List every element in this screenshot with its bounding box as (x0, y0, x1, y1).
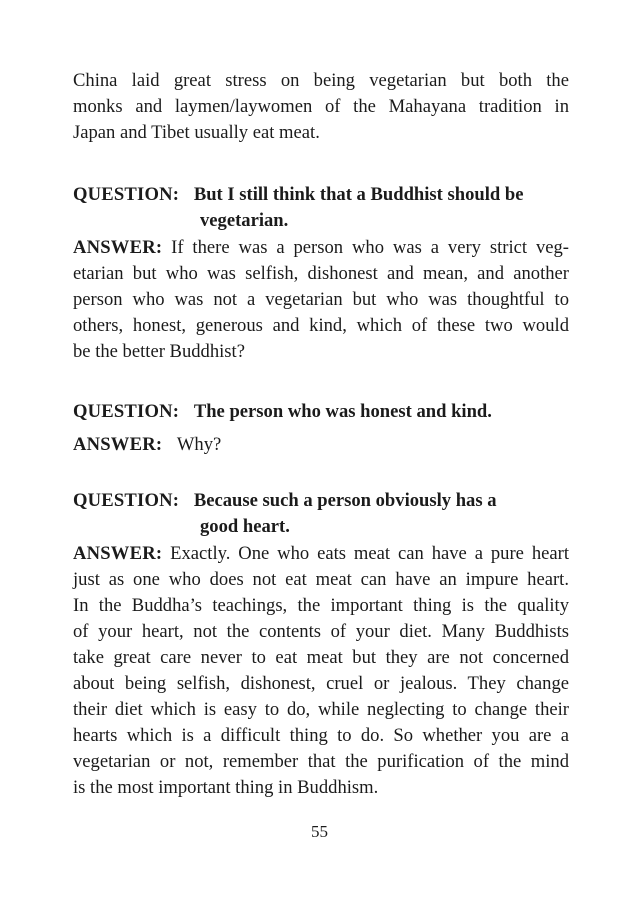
question-text-continued: good heart. (200, 516, 290, 537)
question-label: QUESTION: (73, 184, 180, 205)
answer-3 (73, 541, 569, 801)
answer-line: person who was not a vegetarian but who was thoughtful to (73, 289, 569, 310)
question-row (73, 182, 569, 208)
intro-line: Japan and Tibet usually eat meat. (73, 122, 320, 143)
answer-1 (73, 235, 569, 365)
answer-2 (73, 432, 569, 458)
question-1 (73, 182, 569, 234)
answer-line: be the better Buddhist? (73, 341, 245, 362)
question-text: But I still think that a Buddhist should be (193, 184, 524, 205)
question-label: QUESTION: (73, 490, 180, 511)
question-text: Because such a person obviously has a (193, 490, 497, 511)
question-2 (73, 399, 569, 425)
answer-line: hearts which is a difficult thing to do. So whether you are a (73, 725, 569, 746)
answer-line: take great care never to eat meat but they are not concerned (73, 647, 569, 668)
answer-text: Why? (176, 434, 222, 455)
answer-line: others, honest, generous and kind, which of these two would (73, 315, 569, 336)
question-label: QUESTION: (73, 401, 180, 422)
answer-first-line (73, 541, 569, 567)
answer-line: of your heart, not the contents of your diet. Many Buddhists (73, 621, 569, 642)
answer-line: just as one who does not eat meat can have an impure heart. (73, 569, 569, 590)
question-3 (73, 488, 569, 540)
question-text-continued: vegetarian. (200, 210, 289, 231)
question-row (73, 488, 569, 514)
question-row (73, 399, 569, 425)
answer-line: vegetarian or not, remember that the purification of the mind (73, 751, 569, 772)
answer-line: In the Buddha’s teachings, the important thing is the quality (73, 595, 569, 616)
intro-line: China laid great stress on being vegetarian but both the (73, 70, 569, 91)
answer-line: etarian but who was selfish, dishonest and mean, and another (73, 263, 569, 284)
intro-paragraph (73, 68, 569, 146)
answer-text: If there was a person who was a very strict veg- (171, 237, 569, 258)
intro-line: monks and laymen/laywomen of the Mahayana tradition in (73, 96, 569, 117)
answer-text: Exactly. One who eats meat can have a pure heart (170, 543, 569, 564)
answer-first-line (73, 235, 569, 261)
answer-line: about being selfish, dishonest, cruel or jealous. They change (73, 673, 569, 694)
answer-label: ANSWER: (73, 543, 163, 564)
answer-line: is the most important thing in Buddhism. (73, 777, 379, 798)
question-text: The person who was honest and kind. (193, 401, 492, 422)
answer-row (73, 432, 569, 458)
answer-line: their diet which is easy to do, while neglecting to change their (73, 699, 569, 720)
answer-label: ANSWER: (73, 237, 163, 258)
page-number: 55 (311, 822, 328, 841)
answer-label: ANSWER: (73, 434, 163, 455)
